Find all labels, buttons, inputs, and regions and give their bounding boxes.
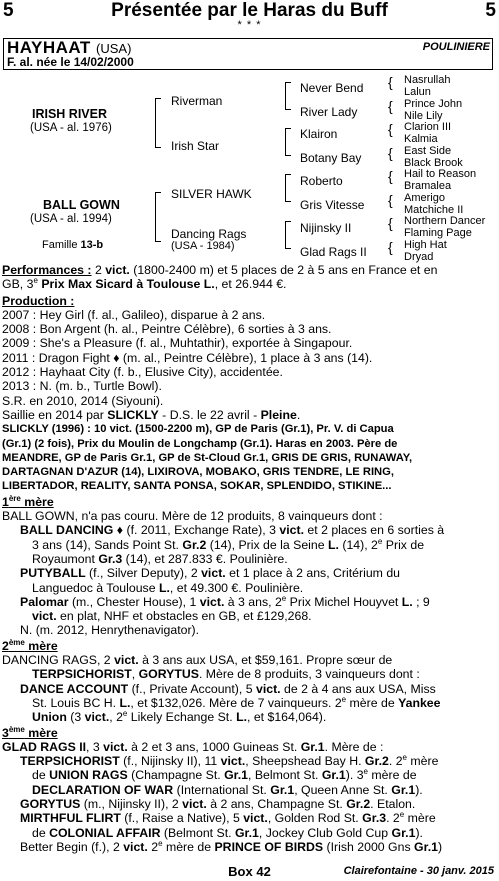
pedigree-gen3-2: River Lady — [300, 105, 358, 119]
pedigree-sire-name: IRISH RIVER — [32, 107, 108, 121]
brace-gen4-2: { — [388, 98, 393, 114]
performances-line-2: GB, 3e Prix Max Sicard à Toulouse L., et 26.944 €. — [2, 277, 287, 292]
pedigree-gen3-1: Never Bend — [300, 81, 364, 95]
ball-dancing-line-1: BALL DANCING ♦ (f. 2011, Exchange Rate), 3 vict. et 2 places en 6 sorties à — [20, 523, 445, 538]
brace-gen4-8: { — [388, 239, 393, 255]
slickly-block — [2, 422, 496, 493]
gorytus-line: GORYTUS (m., Nijinsky II), 2 vict. à 2 ans, Champagne St. Gr.2. Etalon. — [20, 796, 416, 811]
pedigree — [0, 70, 499, 262]
pedigree-gen4-8: Black Brook — [404, 157, 463, 169]
putyball-line-1: PUTYBALL (f., Silver Deputy), 2 vict. et 1 place à 2 ans, Critérium du — [20, 566, 400, 581]
mirthful-flirt-line-2: de COLONIAL AFFAIR (Belmont St. Gr.1, Jockey Club Gold Cup Gr.1). — [32, 825, 423, 840]
pedigree-gen4-13: Northern Dancer — [404, 215, 486, 227]
mere2-heading: 2ème mère — [2, 638, 58, 653]
slickly-line-1: SLICKLY (1996) : 10 vict. (1500-2200 m), GP de Paris (Gr.1), Pr. V. di Capua — [2, 423, 394, 436]
pedigree-gen4-2: Lalun — [404, 86, 431, 98]
mere1-n-line: N. (m. 2012, Henrythenavigator). — [20, 623, 200, 638]
saillie-line: Saillie en 2014 par SLICKLY - D.S. le 22 avril - Pleine. — [2, 407, 301, 422]
terpsichorist-line-3: DECLARATION OF WAR (International St. Gr.1, Queen Anne St. Gr.1). — [32, 782, 423, 797]
production-line-6: 2013 : N. (m. b., Turtle Bowl). — [2, 379, 162, 394]
pedigree-gen4-3: Prince John — [404, 98, 463, 110]
dance-account-line-2: St. Louis BC H. L., et $132,026. Mère de 7 vainqueurs. 2e mère de Yankee — [32, 695, 441, 710]
dance-account-line-3: Union (3 vict., 2e Likely Echange St. L., et $164,064). — [32, 710, 327, 725]
brace-gen2-dam — [155, 192, 161, 242]
brace-gen4-4: { — [388, 145, 393, 161]
mere3-line-1: GLAD RAGS II, 3 vict. à 2 et 3 ans, 1000 Guineas St. Gr.1. Mère de : — [2, 739, 384, 754]
brace-gen3-1 — [285, 82, 291, 110]
mere1-heading: 1ère mère — [2, 494, 54, 509]
pedigree-dam-name: BALL GOWN — [43, 198, 120, 212]
slickly-line-4: DARTAGNAN D'AZUR (14), LIXIROVA, MOBAKO, GRIS TENDRE, LE RING, — [2, 466, 394, 479]
pedigree-gen4-16: Dryad — [404, 251, 434, 263]
pedigree-gen4-15: High Hat — [404, 239, 447, 251]
horse-sex-label: POULINIERE — [422, 41, 490, 53]
footer-sale-info: Clairefontaine - 30 janv. 2015 — [343, 865, 494, 877]
brace-gen3-2 — [285, 128, 291, 156]
main-text — [2, 263, 496, 854]
pedigree-gen4-4: Nile Lily — [404, 110, 443, 122]
mere1-intro: BALL GOWN, n'a pas couru. Mère de 12 produits, 8 vainqueurs dont : — [2, 509, 383, 524]
pedigree-family: Famille 13-b — [42, 239, 104, 251]
footer-box-number: Box 42 — [228, 864, 271, 879]
pedigree-gen2-1: Riverman — [171, 94, 223, 108]
pedigree-gen2-3: SILVER HAWK — [171, 187, 252, 201]
pedigree-dam-info: (USA - al. 1994) — [30, 213, 112, 225]
brace-gen4-7: { — [388, 215, 393, 231]
performances-line-1: Performances : 2 vict. (1800-2400 m) et 5 places de 2 à 5 ans en France et en — [2, 263, 438, 277]
pedigree-gen4-7: East Side — [404, 145, 452, 157]
pedigree-gen2-2: Irish Star — [171, 139, 220, 153]
stars-separator: * * * — [237, 19, 262, 31]
mirthful-flirt-line-1: MIRTHFUL FLIRT (f., Raise a Native), 5 vict., Golden Rod St. Gr.3. 2e mère — [20, 811, 436, 826]
horse-name: HAYHAAT (USA) — [7, 38, 132, 57]
horse-birth: F. al. née le 14/02/2000 — [7, 55, 134, 69]
better-begin-line: Better Begin (f.), 2 vict. 2e mère de PRINCE OF BIRDS (Irish 2000 Gns Gr.1) — [20, 839, 443, 854]
pedigree-gen3-3: Klairon — [300, 127, 338, 141]
palomar-line-2: vict. en plat, NHF et obstacles en GB, et £129,268. — [32, 609, 312, 624]
slickly-line-5: LIBERTADOR, REALITY, SANTA PONSA, SOKAR, SPLENDIDO, STIKINE... — [2, 480, 392, 493]
dance-account-line-1: DANCE ACCOUNT (f., Private Account), 5 vict. de 2 à 4 ans aux USA, Miss — [20, 681, 436, 696]
brace-gen4-5: { — [388, 168, 393, 184]
pedigree-gen3-6: Gris Vitesse — [300, 198, 365, 212]
page-number-right: 5 — [485, 0, 496, 21]
pedigree-gen3-4: Botany Bay — [300, 151, 362, 165]
pedigree-gen4-5: Clarion III — [404, 121, 452, 133]
palomar-line-1: Palomar (m., Chester House), 1 vict. à 3 ans, 2e Prix Michel Houyvet L. ; 9 — [20, 594, 430, 609]
production-line-1: 2007 : Hey Girl (f. al., Galileo), disparue à 2 ans. — [2, 307, 266, 322]
page-title: Présentée par le Haras du Buff — [111, 0, 388, 21]
production-heading: Production : — [2, 293, 75, 308]
mere2-line-1: DANCING RAGS, 2 vict. à 3 ans aux USA, et $59,161. Propre sœur de — [2, 653, 393, 668]
slickly-line-2: (Gr.1) (2 fois), Prix du Moulin de Longchamp (Gr.1). Haras en 2003. Père de — [2, 437, 398, 450]
pedigree-gen3-8: Glad Rags II — [300, 245, 367, 259]
production-line-4: 2011 : Dragon Fight ♦ (m. al., Peintre Célèbre), 1 place à 3 ans (14). — [2, 350, 373, 365]
pedigree-gen2-note: (USA - 1984) — [171, 240, 235, 252]
pedigree-gen4-10: Bramalea — [404, 180, 452, 192]
slickly-line-3: MEANDRE, GP de Paris Gr.1, GP de St-Cloud Gr.1, GRIS DE GRIS, RUNAWAY, — [2, 451, 413, 464]
production-line-3: 2009 : She's a Pleasure (f. al., Muhtathir), exportée à Singapour. — [2, 336, 353, 351]
terpsichorist-line-2: de UNION RAGS (Champagne St. Gr.1, Belmont St. Gr.1). 3e mère de — [32, 768, 417, 783]
putyball-line-2: Languedoc à Toulouse L., et 49.300 €. Poulinière. — [32, 580, 304, 595]
terpsichorist-line-1: TERPSICHORIST (f., Nijinsky II), 11 vict., Sheepshead Bay H. Gr.2. 2e mère — [20, 754, 439, 769]
production-line-5: 2012 : Hayhaat City (f. b., Elusive City), accidentée. — [2, 365, 283, 380]
pedigree-gen4-14: Flaming Page — [404, 227, 472, 239]
brace-gen3-3 — [285, 174, 291, 202]
ball-dancing-line-2: 3 ans (14), Sands Point St. Gr.2 (14), Prix de la Seine L. (14), 2e Prix de — [32, 537, 425, 552]
pedigree-gen4-11: Amerigo — [404, 192, 445, 204]
mere3-heading: 3ème mère — [2, 725, 58, 740]
brace-gen4-6: { — [388, 192, 393, 208]
pedigree-sire-info: (USA - al. 1976) — [30, 122, 112, 134]
pedigree-gen4-12: Matchiche II — [404, 204, 464, 216]
ball-dancing-line-3: Royaumont Gr.3 (14), et 287.833 €. Poulinière. — [32, 551, 288, 566]
pedigree-gen2-4: Dancing Rags — [171, 227, 247, 241]
pedigree-gen3-5: Roberto — [300, 174, 343, 188]
pedigree-gen4-9: Hail to Reason — [404, 168, 477, 180]
production-line-7: S.R. en 2010, 2014 (Siyouni). — [2, 393, 164, 408]
page-number-left: 5 — [3, 0, 14, 21]
production-line-2: 2008 : Bon Argent (h. al., Peintre Célèbre), 6 sorties à 3 ans. — [2, 322, 332, 337]
brace-gen4-1: { — [388, 74, 393, 90]
mere2-line-2: TERPSICHORIST, GORYTUS. Mère de 8 produits, 3 vainqueurs dont : — [32, 667, 420, 682]
brace-gen4-3: { — [388, 121, 393, 137]
brace-gen2-sire — [155, 98, 161, 148]
pedigree-gen4-6: Kalmia — [404, 133, 438, 145]
brace-gen3-4 — [285, 221, 291, 249]
pedigree-gen4-1: Nasrullah — [404, 74, 451, 86]
pedigree-gen3-7: Nijinsky II — [300, 221, 352, 235]
